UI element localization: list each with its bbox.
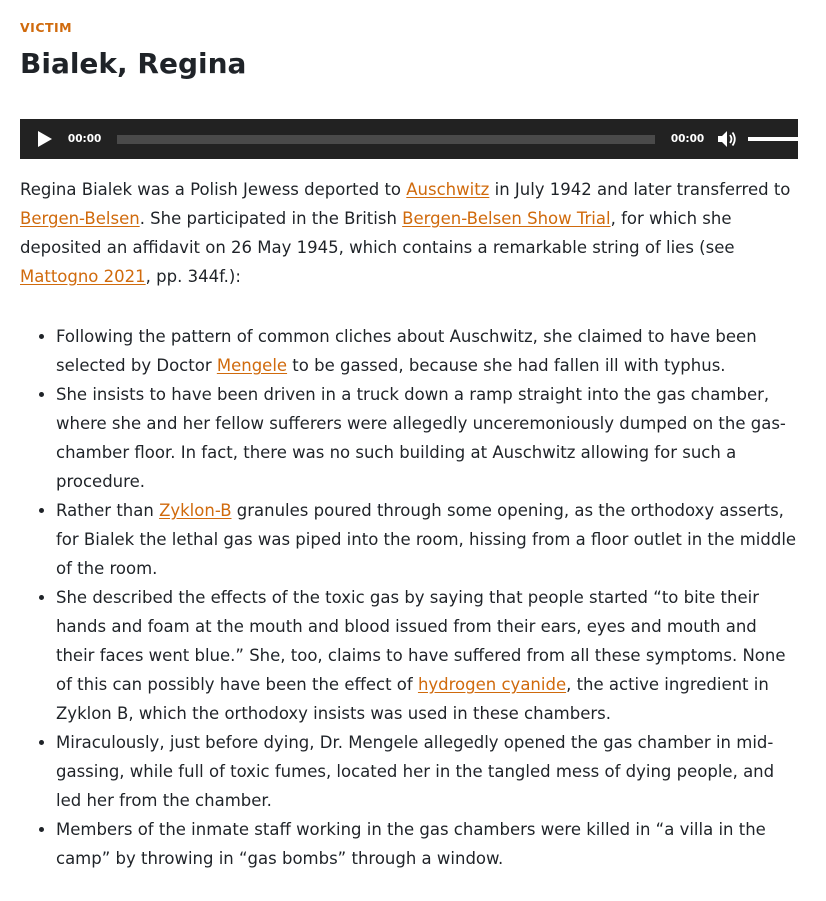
audio-player xyxy=(20,119,798,159)
text: , the active ingredient in Zyklon B, which the orthodoxy insists was used in these chambers. xyxy=(56,675,769,723)
text: She insists to have been driven in a truck down a ramp straight into the gas chamber, where she and her fellow sufferers were allegedly unceremoniously dumped on the gas-chamber floor. In fact, there was no such building at Auschwitz allowing for such a procedure. xyxy=(56,385,786,491)
link-bergen-belsen-show-trial[interactable]: Bergen-Belsen Show Trial xyxy=(402,209,611,228)
volume-level xyxy=(748,137,798,141)
text: Miraculously, just before dying, Dr. Mengele allegedly opened the gas chamber in mid-gassing, while full of toxic fumes, located her in the tangled mess of dying people, and led her from the chamber. xyxy=(56,733,775,810)
text: granules poured through some opening, as the orthodoxy asserts, for Bialek the lethal gas was piped into the room, hissing from a floor outlet in the middle of the room. xyxy=(56,501,797,578)
seek-bar[interactable] xyxy=(117,135,654,144)
link-bergen-belsen[interactable]: Bergen-Belsen xyxy=(20,209,140,228)
text: Rather than xyxy=(56,501,160,520)
current-time: 00:00 xyxy=(67,133,102,145)
text: Members of the inmate staff working in the gas chambers were killed in “a villa in the camp” by throwing in “gas bombs” through a window. xyxy=(56,820,766,868)
page-title: Bialek, Regina xyxy=(20,47,247,80)
mute-button[interactable] xyxy=(718,130,738,148)
text: to be gassed, because she had fallen ill with typhus. xyxy=(287,356,726,375)
list-item xyxy=(56,380,800,496)
duration: 00:00 xyxy=(670,133,705,145)
text: in July 1942 and later transferred to xyxy=(489,180,791,199)
text: Regina Bialek was a Polish Jewess deported to xyxy=(20,180,407,199)
list-item xyxy=(56,728,800,815)
volume-icon xyxy=(718,130,738,148)
volume-slider[interactable] xyxy=(748,137,798,141)
category-label: VICTIM xyxy=(20,20,73,35)
text: She described the effects of the toxic gas by saying that people started “to bite their hands and foam at the mouth and blood issued from their ears, eyes and mouth and their faces went blue.” She, too, claims to have suffered from all these symptoms. None of this can possibly have been the effect of xyxy=(56,588,786,694)
link-mengele[interactable]: Mengele xyxy=(216,356,288,375)
play-button[interactable] xyxy=(38,129,56,149)
text: , pp. 344f.): xyxy=(145,267,241,286)
play-icon xyxy=(38,131,52,147)
text: , for which she deposited an affidavit on 26 May 1945, which contains a remarkable string of lies (see xyxy=(20,209,735,257)
link-zyklon-b[interactable]: Zyklon-B xyxy=(159,501,232,520)
claims-list xyxy=(20,322,800,873)
link-mattogno-2021[interactable]: Mattogno 2021 xyxy=(20,267,146,286)
list-item xyxy=(56,322,800,380)
link-hydrogen-cyanide[interactable]: hydrogen cyanide xyxy=(417,675,567,694)
text: Following the pattern of common cliches about Auschwitz, she claimed to have been selected by Doctor xyxy=(56,327,757,375)
text: . She participated in the British xyxy=(139,209,403,228)
list-item xyxy=(56,583,800,728)
list-item xyxy=(56,496,800,583)
article-body xyxy=(20,175,800,873)
intro-paragraph xyxy=(20,175,800,291)
link-auschwitz[interactable]: Auschwitz xyxy=(406,180,490,199)
list-item xyxy=(56,815,800,873)
